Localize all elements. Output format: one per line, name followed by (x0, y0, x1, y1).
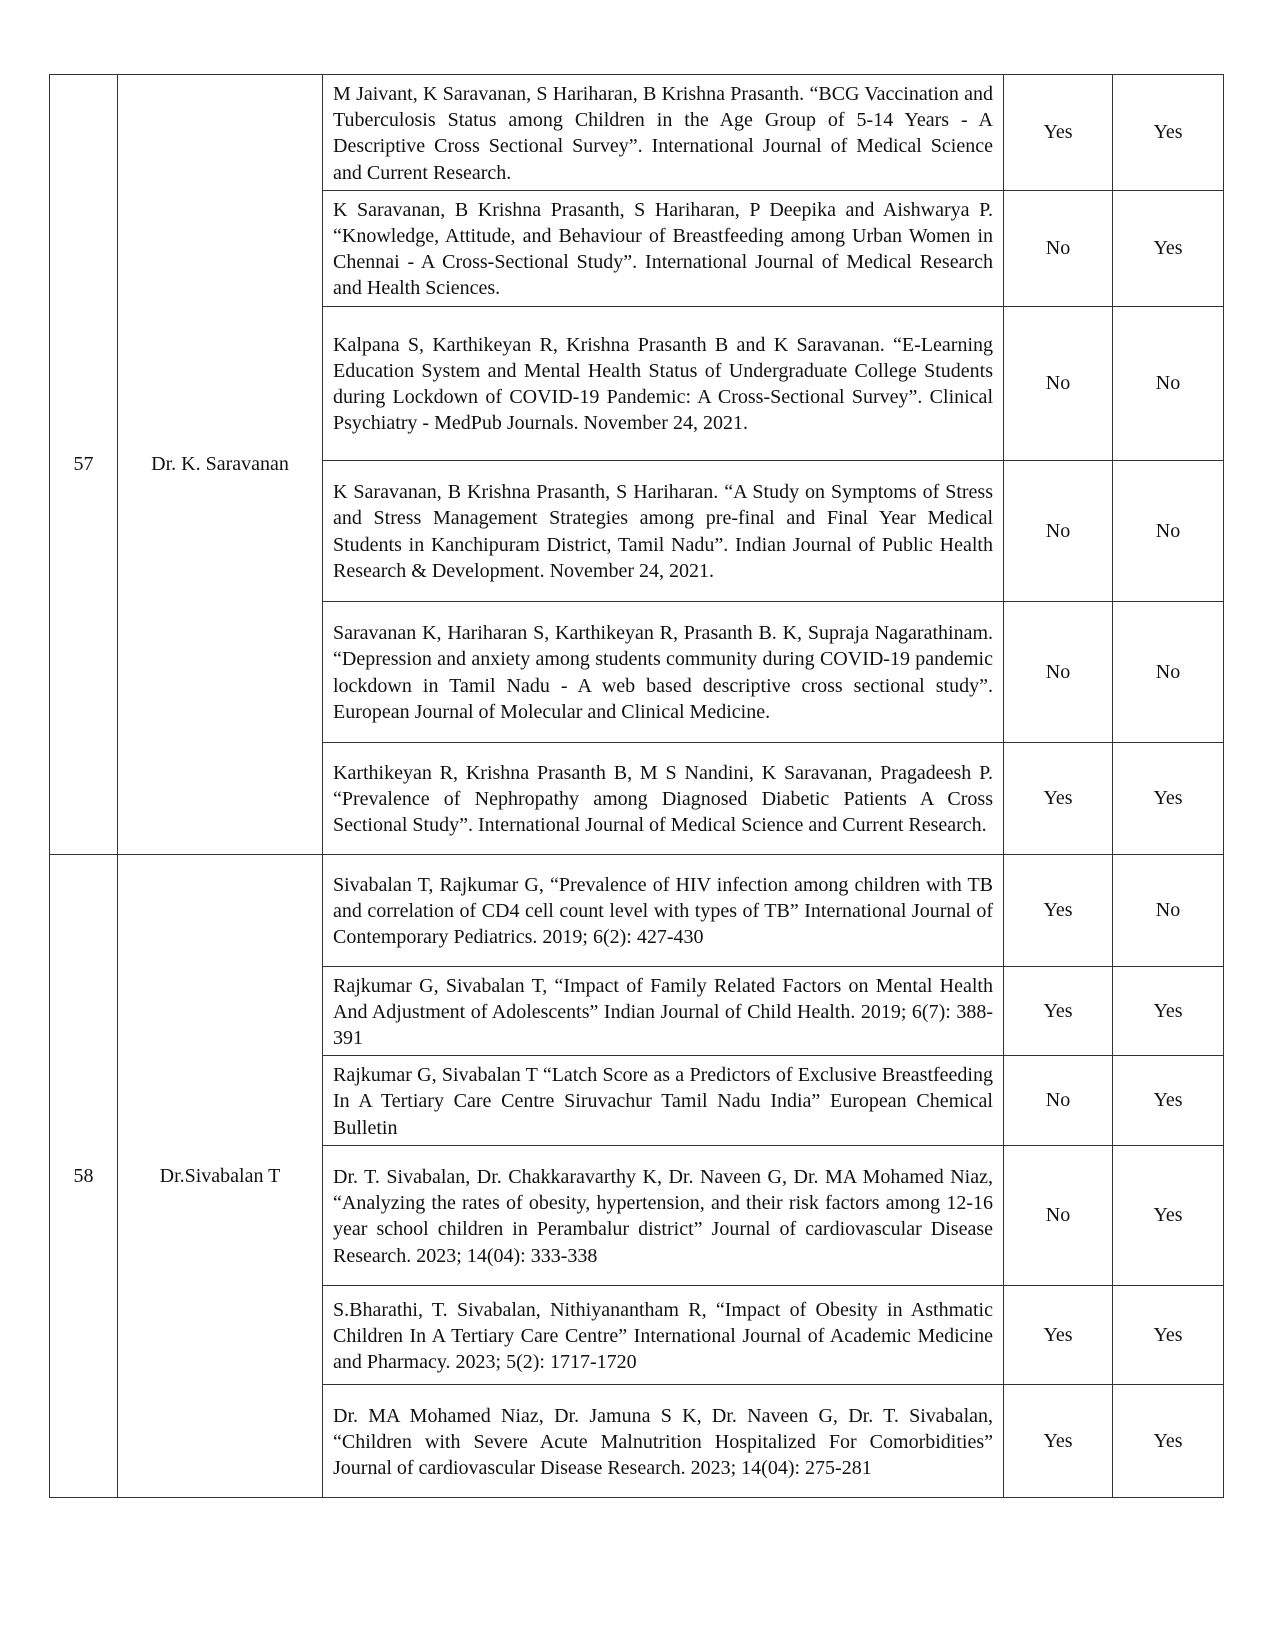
table-row (50, 854, 1224, 966)
indexing-cell-a: No (1004, 190, 1113, 306)
publication-cell: Dr. MA Mohamed Niaz, Dr. Jamuna S K, Dr. Naveen G, Dr. T. Sivabalan, “Children with Severe Acute Malnutrition Hospitalized For Comorbidities” Journal of cardiovascular Disease Research. 2023; 14(04): 275-281 (323, 1384, 1004, 1497)
indexing-cell-a: No (1004, 1145, 1113, 1285)
indexing-cell-a: Yes (1004, 742, 1113, 854)
publication-cell: Sivabalan T, Rajkumar G, “Prevalence of HIV infection among children with TB and correlation of CD4 cell count level with types of TB” International Journal of Contemporary Pediatrics. 2019; 6(2): 427-430 (323, 854, 1004, 966)
publication-cell: Karthikeyan R, Krishna Prasanth B, M S Nandini, K Saravanan, Pragadeesh P. “Prevalence of Nephropathy among Diagnosed Diabetic Patients A Cross Sectional Study”. International Journal of Medical Science and Current Research. (323, 742, 1004, 854)
indexing-cell-a: Yes (1004, 75, 1113, 191)
indexing-cell-b: No (1113, 306, 1224, 460)
indexing-cell-b: Yes (1113, 742, 1224, 854)
publication-cell: Rajkumar G, Sivabalan T “Latch Score as a Predictors of Exclusive Breastfeeding In A Tertiary Care Centre Siruvachur Tamil Nadu India” European Chemical Bulletin (323, 1056, 1004, 1146)
indexing-cell-b: Yes (1113, 1384, 1224, 1497)
publication-cell: Rajkumar G, Sivabalan T, “Impact of Family Related Factors on Mental Health And Adjustment of Adolescents” Indian Journal of Child Health. 2019; 6(7): 388-391 (323, 966, 1004, 1056)
publication-cell: Saravanan K, Hariharan S, Karthikeyan R, Prasanth B. K, Supraja Nagarathinam. “Depression and anxiety among students community during COVID-19 pandemic lockdown in Tamil Nadu - A web based descriptive cross sectional study”. European Journal of Molecular and Clinical Medicine. (323, 601, 1004, 742)
publication-cell: M Jaivant, K Saravanan, S Hariharan, B Krishna Prasanth. “BCG Vaccination and Tuberculosis Status among Children in the Age Group of 5-14 Years - A Descriptive Cross Sectional Survey”. International Journal of Medical Science and Current Research. (323, 75, 1004, 191)
indexing-cell-b: Yes (1113, 1145, 1224, 1285)
indexing-cell-a: No (1004, 601, 1113, 742)
indexing-cell-b: Yes (1113, 1285, 1224, 1384)
serial-number-cell: 58 (50, 854, 118, 1497)
publications-table (49, 74, 1224, 1498)
publication-cell: K Saravanan, B Krishna Prasanth, S Hariharan, P Deepika and Aishwarya P. “Knowledge, Attitude, and Behaviour of Breastfeeding among Urban Women in Chennai - A Cross-Sectional Study”. International Journal of Medical Research and Health Sciences. (323, 190, 1004, 306)
serial-number-cell: 57 (50, 75, 118, 855)
indexing-cell-a: Yes (1004, 854, 1113, 966)
faculty-name-cell: Dr. K. Saravanan (118, 75, 323, 855)
indexing-cell-a: No (1004, 1056, 1113, 1146)
indexing-cell-a: No (1004, 306, 1113, 460)
indexing-cell-b: No (1113, 460, 1224, 601)
indexing-cell-b: Yes (1113, 75, 1224, 191)
indexing-cell-a: Yes (1004, 966, 1113, 1056)
publication-cell: Kalpana S, Karthikeyan R, Krishna Prasanth B and K Saravanan. “E-Learning Education System and Mental Health Status of Undergraduate College Students during Lockdown of COVID-19 Pandemic: A Cross-Sectional Survey”. Clinical Psychiatry - MedPub Journals. November 24, 2021. (323, 306, 1004, 460)
indexing-cell-a: No (1004, 460, 1113, 601)
indexing-cell-b: No (1113, 854, 1224, 966)
publication-cell: S.Bharathi, T. Sivabalan, Nithiyanantham R, “Impact of Obesity in Asthmatic Children In A Tertiary Care Centre” International Journal of Academic Medicine and Pharmacy. 2023; 5(2): 1717-1720 (323, 1285, 1004, 1384)
table-row (50, 75, 1224, 191)
publication-cell: K Saravanan, B Krishna Prasanth, S Hariharan. “A Study on Symptoms of Stress and Stress Management Strategies among pre-final and Final Year Medical Students in Kanchipuram District, Tamil Nadu”. Indian Journal of Public Health Research & Development. November 24, 2021. (323, 460, 1004, 601)
publication-cell: Dr. T. Sivabalan, Dr. Chakkaravarthy K, Dr. Naveen G, Dr. MA Mohamed Niaz, “Analyzing the rates of obesity, hypertension, and their risk factors among 12-16 year school children in Perambalur district” Journal of cardiovascular Disease Research. 2023; 14(04): 333-338 (323, 1145, 1004, 1285)
indexing-cell-b: Yes (1113, 190, 1224, 306)
faculty-name-cell: Dr.Sivabalan T (118, 854, 323, 1497)
indexing-cell-a: Yes (1004, 1384, 1113, 1497)
indexing-cell-b: Yes (1113, 1056, 1224, 1146)
indexing-cell-b: Yes (1113, 966, 1224, 1056)
indexing-cell-b: No (1113, 601, 1224, 742)
indexing-cell-a: Yes (1004, 1285, 1113, 1384)
